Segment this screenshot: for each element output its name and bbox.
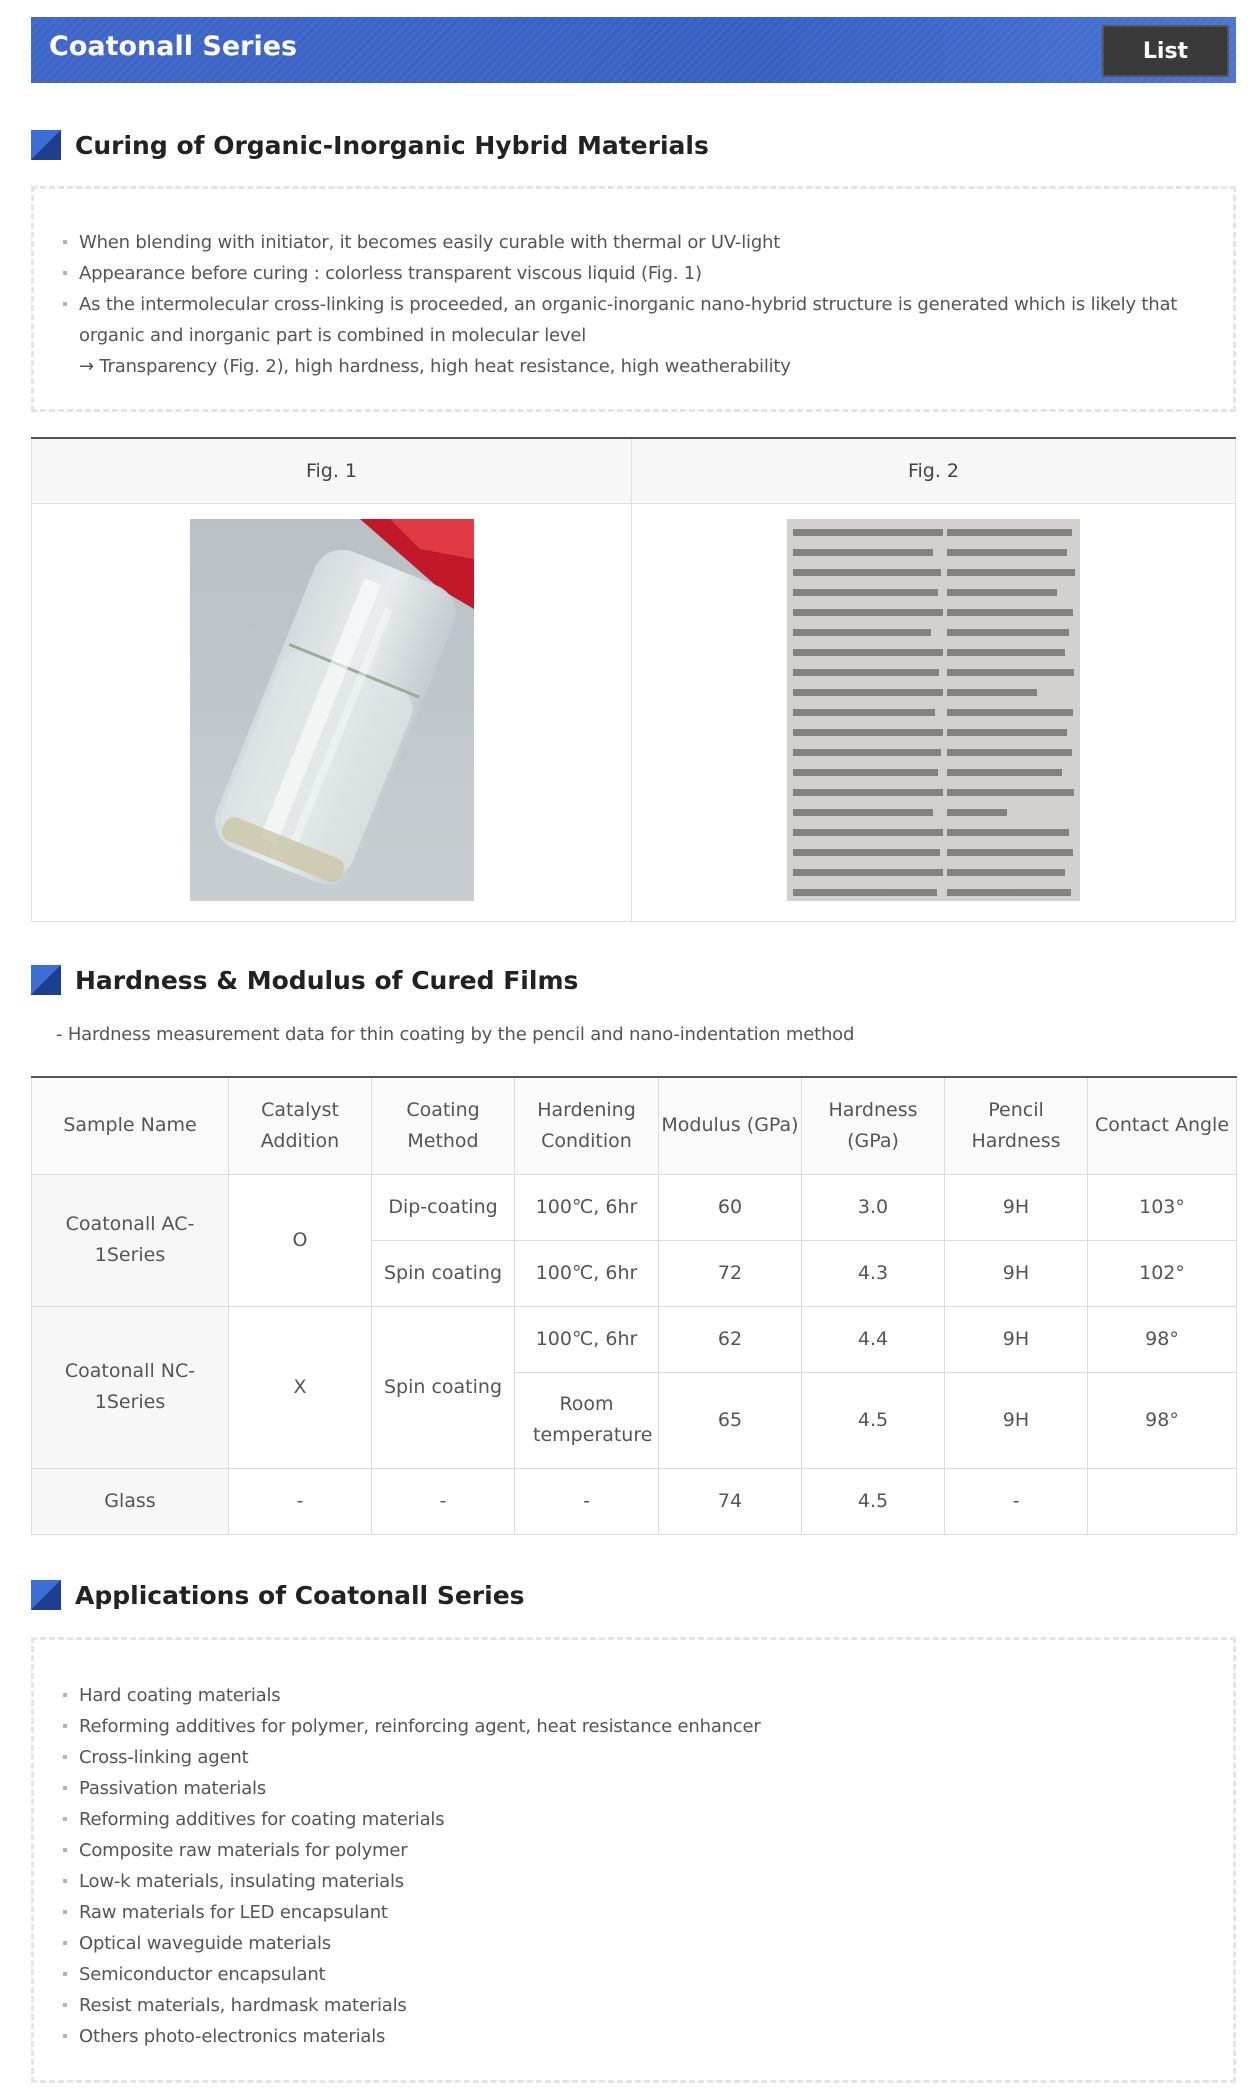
method-cell: - xyxy=(372,1468,515,1534)
hardness-cell: 3.0 xyxy=(802,1174,945,1240)
application-item: Optical waveguide materials xyxy=(79,1928,1207,1959)
hardness-cell: 4.4 xyxy=(802,1306,945,1372)
hardness-table xyxy=(31,1076,1237,1535)
vial-photo xyxy=(190,519,474,901)
curing-bullet: When blending with initiator, it becomes easily curable with thermal or UV-light xyxy=(79,227,1207,258)
application-item: Reforming additives for coating materials xyxy=(79,1804,1207,1835)
column-header: Hardening Condition xyxy=(515,1077,659,1174)
figures-table xyxy=(31,437,1236,922)
curing-bullet-result: → Transparency (Fig. 2), high hardness, high heat resistance, high weatherability xyxy=(79,356,791,377)
application-item: Composite raw materials for polymer xyxy=(79,1835,1207,1866)
method-cell: Dip-coating xyxy=(372,1174,515,1240)
sample-name-cell: Coatonall NC-1Series xyxy=(32,1306,229,1468)
modulus-cell: 65 xyxy=(659,1372,802,1468)
section-heading-curing xyxy=(31,127,709,163)
modulus-cell: 72 xyxy=(659,1240,802,1306)
hardness-cell: 4.5 xyxy=(802,1468,945,1534)
condition-cell: 100℃, 6hr xyxy=(515,1174,659,1240)
section-heading-hardness xyxy=(31,962,578,998)
pencil-cell: 9H xyxy=(945,1174,1088,1240)
hardness-cell: 4.5 xyxy=(802,1372,945,1468)
catalyst-cell: - xyxy=(229,1468,372,1534)
section-title: Curing of Organic-Inorganic Hybrid Materials xyxy=(75,130,709,160)
fig1-label: Fig. 1 xyxy=(32,438,632,503)
sample-name-cell: Glass xyxy=(32,1468,229,1534)
column-header: Contact Angle xyxy=(1088,1077,1237,1174)
pencil-cell: 9H xyxy=(945,1240,1088,1306)
column-header: Catalyst Addition xyxy=(229,1077,372,1174)
column-header: Hardness (GPa) xyxy=(802,1077,945,1174)
application-item: Cross-linking agent xyxy=(79,1742,1207,1773)
angle-cell: 98° xyxy=(1088,1306,1237,1372)
column-header: Modulus (GPa) xyxy=(659,1077,802,1174)
table-row xyxy=(32,1174,1237,1240)
angle-cell: 103° xyxy=(1088,1174,1237,1240)
method-cell: Spin coating xyxy=(372,1306,515,1468)
application-item: Reforming additives for polymer, reinforcing agent, heat resistance enhancer xyxy=(79,1711,1207,1742)
angle-cell: 102° xyxy=(1088,1240,1237,1306)
section-heading-applications xyxy=(31,1577,525,1613)
angle-cell xyxy=(1088,1468,1237,1534)
catalyst-cell: O xyxy=(229,1174,372,1306)
hardness-cell: 4.3 xyxy=(802,1240,945,1306)
pencil-cell: 9H xyxy=(945,1306,1088,1372)
column-header: Coating Method xyxy=(372,1077,515,1174)
modulus-cell: 74 xyxy=(659,1468,802,1534)
catalyst-cell: X xyxy=(229,1306,372,1468)
application-item: Others photo-electronics materials xyxy=(79,2021,1207,2052)
newspaper-photo xyxy=(787,519,1080,901)
application-item: Hard coating materials xyxy=(79,1680,1207,1711)
angle-cell: 98° xyxy=(1088,1372,1237,1468)
application-item: Passivation materials xyxy=(79,1773,1207,1804)
application-item: Resist materials, hardmask materials xyxy=(79,1990,1207,2021)
pencil-cell: - xyxy=(945,1468,1088,1534)
hardness-note: - Hardness measurement data for thin coating by the pencil and nano-indentation method xyxy=(56,1024,855,1045)
condition-cell: - xyxy=(515,1468,659,1534)
condition-cell: 100℃, 6hr xyxy=(515,1306,659,1372)
column-header: Sample Name xyxy=(32,1077,229,1174)
sample-name-cell: Coatonall AC-1Series xyxy=(32,1174,229,1306)
modulus-cell: 62 xyxy=(659,1306,802,1372)
method-cell: Spin coating xyxy=(372,1240,515,1306)
curing-description-box xyxy=(31,186,1236,412)
section-square-icon xyxy=(31,130,61,160)
list-button[interactable]: List xyxy=(1102,25,1229,77)
curing-bullet: As the intermolecular cross-linking is proceeded, an organic-inorganic nano-hybrid structure is generated which is likely that organic and inorganic part is combined in molecular level xyxy=(79,289,1207,351)
fig2-label: Fig. 2 xyxy=(632,438,1236,503)
header-bar xyxy=(31,17,1236,83)
pencil-cell: 9H xyxy=(945,1372,1088,1468)
table-row xyxy=(32,1306,1237,1372)
page-title: Coatonall Series xyxy=(49,31,298,62)
table-header-row xyxy=(32,1077,1237,1174)
fig2-cell xyxy=(632,503,1236,921)
section-square-icon xyxy=(31,1580,61,1610)
curing-bullet: Appearance before curing : colorless transparent viscous liquid (Fig. 1) xyxy=(79,258,1207,289)
section-title: Hardness & Modulus of Cured Films xyxy=(75,965,579,995)
condition-cell: 100℃, 6hr xyxy=(515,1240,659,1306)
application-item: Low-k materials, insulating materials xyxy=(79,1866,1207,1897)
modulus-cell: 60 xyxy=(659,1174,802,1240)
section-title: Applications of Coatonall Series xyxy=(75,1580,525,1610)
column-header: Pencil Hardness xyxy=(945,1077,1088,1174)
application-item: Semiconductor encapsulant xyxy=(79,1959,1207,1990)
table-row xyxy=(32,1468,1237,1534)
application-item: Raw materials for LED encapsulant xyxy=(79,1897,1207,1928)
section-square-icon xyxy=(31,965,61,995)
condition-cell: Room temperature xyxy=(515,1372,659,1468)
applications-box xyxy=(31,1637,1236,2083)
fig1-cell xyxy=(32,503,632,921)
